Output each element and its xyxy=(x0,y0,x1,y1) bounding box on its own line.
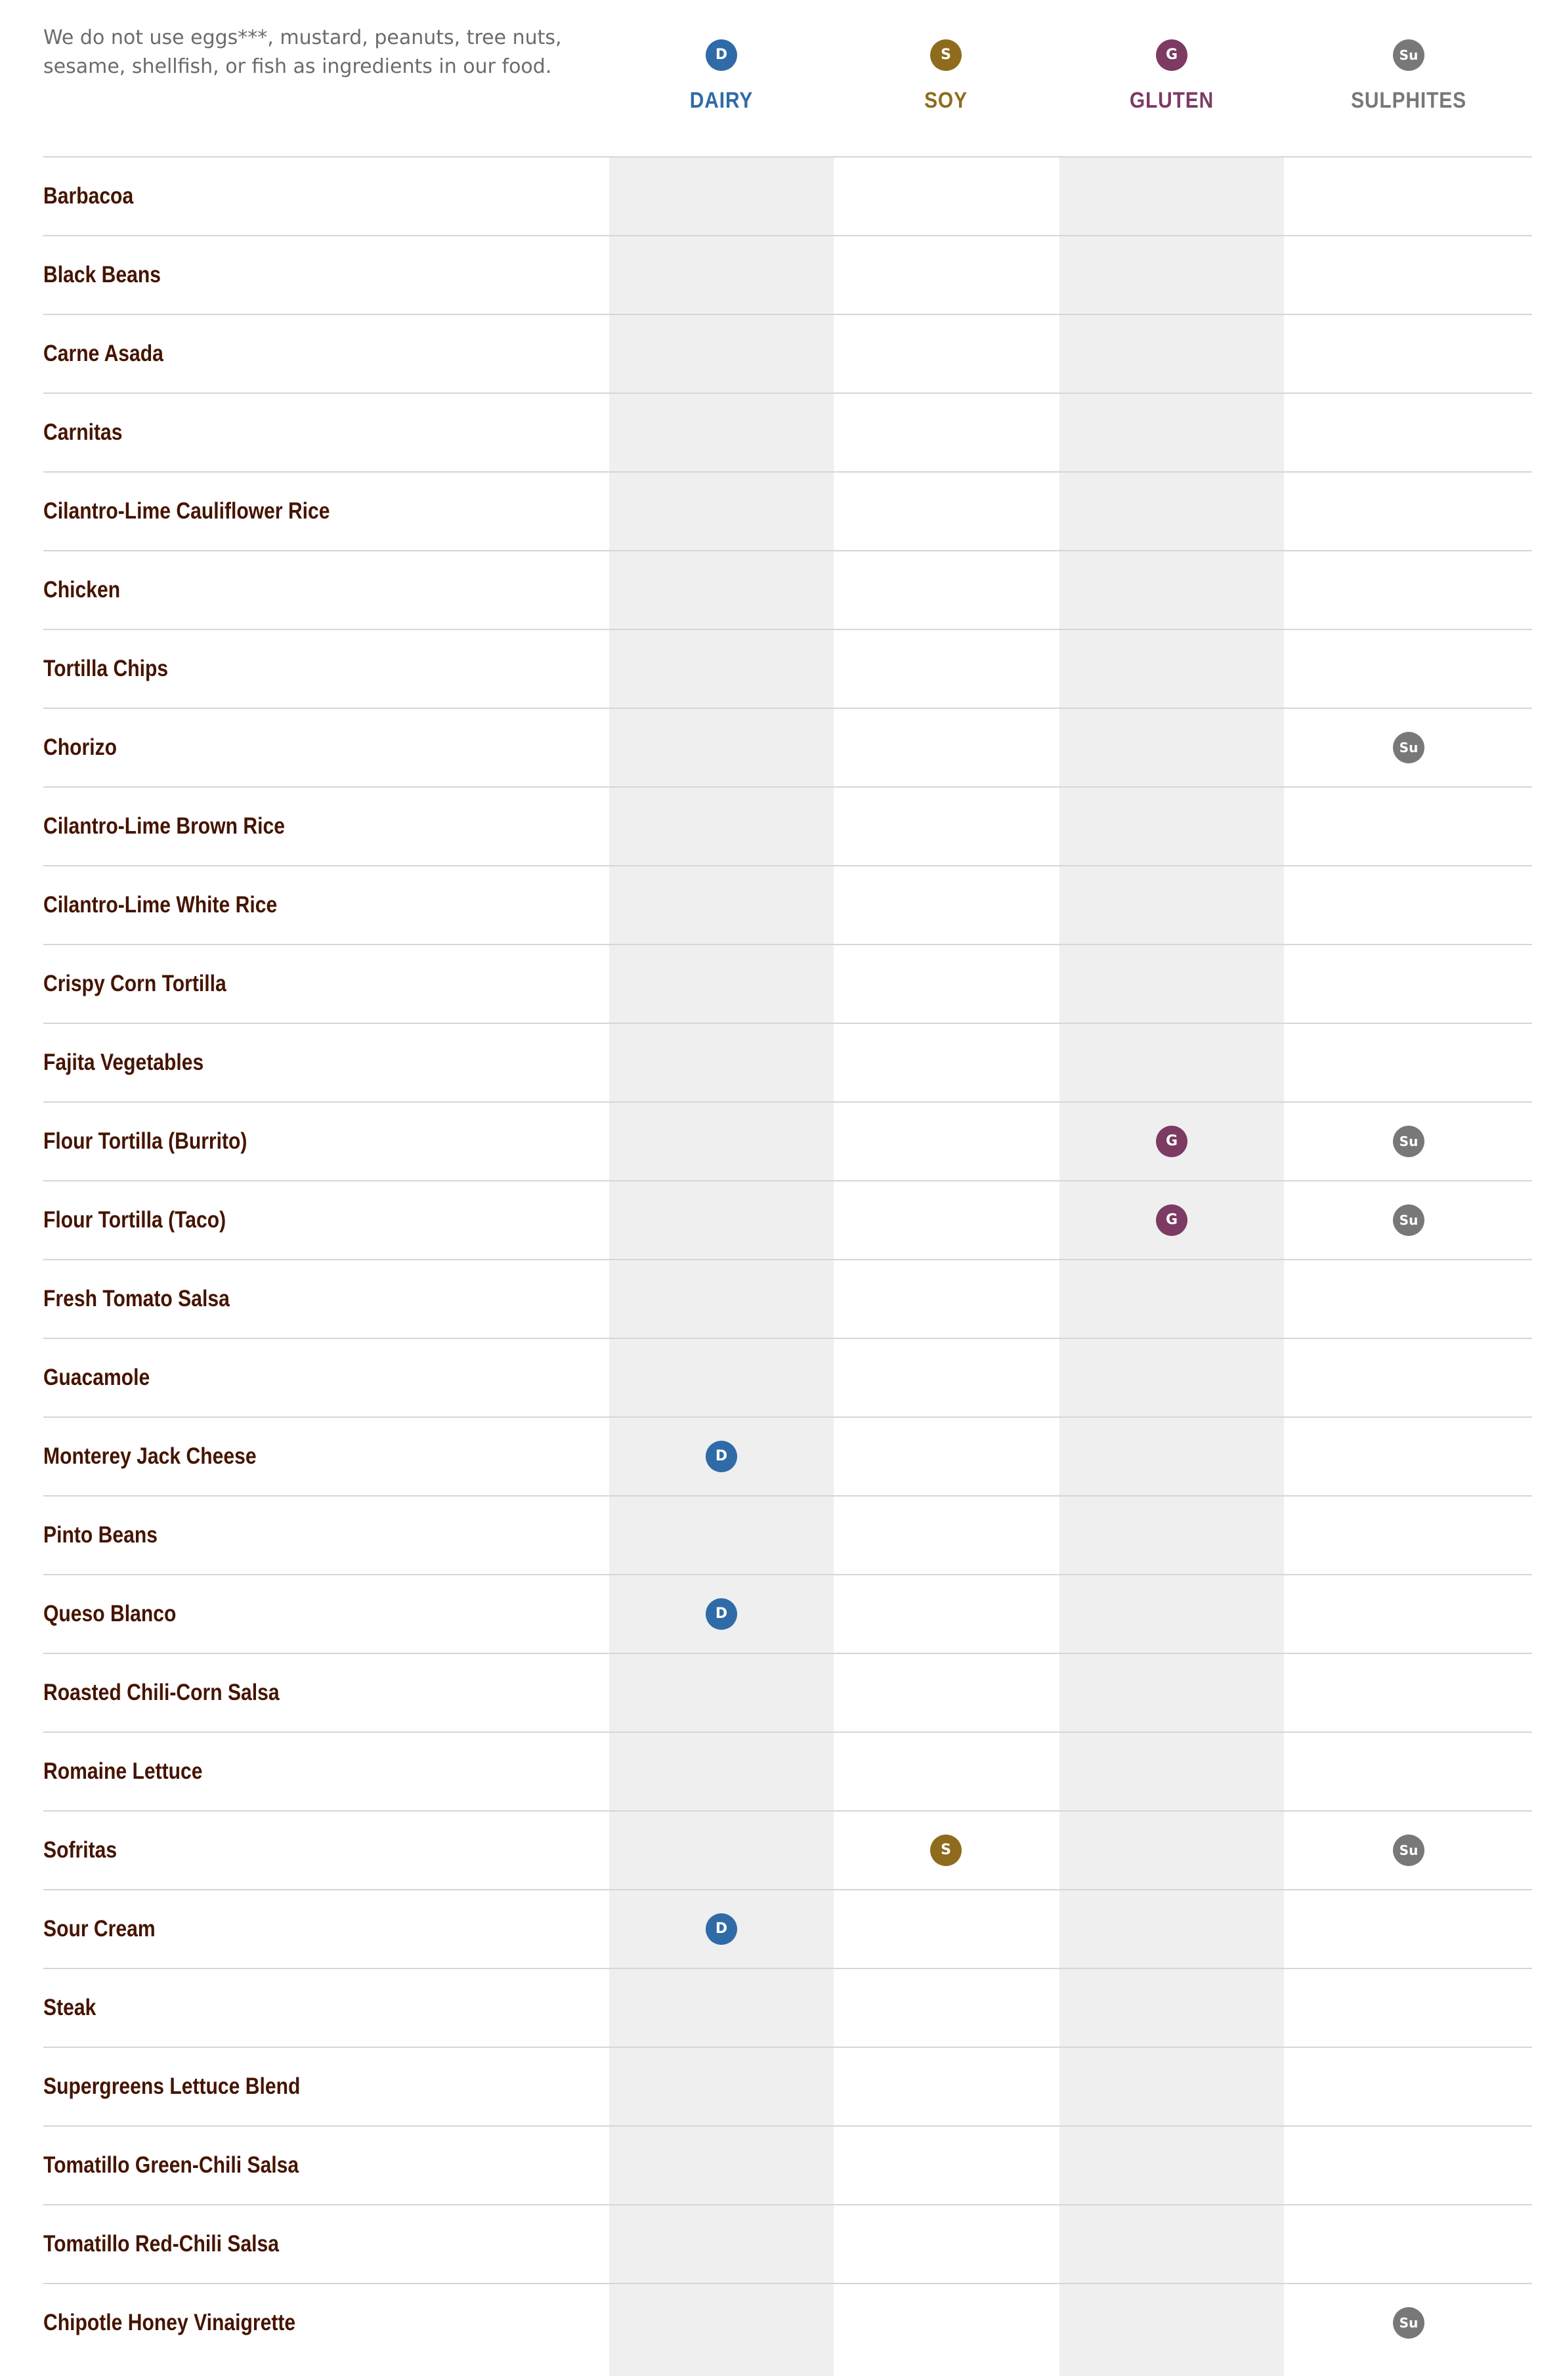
gluten-cell xyxy=(1059,158,1284,235)
ingredient-name: Carnitas xyxy=(43,419,123,445)
sulphites-icon: Su xyxy=(1393,1835,1424,1866)
dairy-cell xyxy=(609,709,834,786)
soy-cell xyxy=(834,788,1058,865)
soy-cell xyxy=(834,1575,1058,1653)
gluten-cell xyxy=(1059,2284,1284,2362)
ingredient-name: Pinto Beans xyxy=(43,1522,158,1548)
ingredient-name: Chicken xyxy=(43,577,121,603)
ingredient-name: Carne Asada xyxy=(43,341,163,366)
table-row xyxy=(43,1574,1532,1653)
sulphites-cell xyxy=(1284,1969,1533,2047)
dairy-icon: D xyxy=(706,1598,737,1630)
soy-cell xyxy=(834,1024,1058,1101)
column-header-soy xyxy=(834,39,1058,114)
sulphites-cell xyxy=(1284,1181,1533,1259)
soy-cell xyxy=(834,1497,1058,1574)
table-row xyxy=(43,1416,1532,1495)
gluten-cell xyxy=(1059,1890,1284,1968)
gluten-cell xyxy=(1059,1969,1284,2047)
dairy-cell xyxy=(609,1024,834,1101)
gluten-cell xyxy=(1059,1418,1284,1495)
ingredient-name: Chipotle Honey Vinaigrette xyxy=(43,2310,296,2335)
sulphites-cell xyxy=(1284,1103,1533,1180)
dairy-icon: D xyxy=(706,1441,737,1472)
dairy-icon: D xyxy=(706,39,737,71)
dairy-cell xyxy=(609,236,834,314)
ingredient-name: Black Beans xyxy=(43,262,161,287)
table-row xyxy=(43,708,1532,786)
table-row xyxy=(43,1259,1532,1338)
sulphites-cell xyxy=(1284,709,1533,786)
column-header-sulphites xyxy=(1284,39,1533,114)
dairy-cell xyxy=(609,1890,834,1968)
soy-cell xyxy=(834,1103,1058,1180)
table-row xyxy=(43,393,1532,471)
allergen-note: We do not use eggs***, mustard, peanuts, tree nuts, sesame, shellfish, or fish as ingredients in our food. xyxy=(43,26,562,78)
sulphites-cell xyxy=(1284,473,1533,550)
sulphites-cell xyxy=(1284,945,1533,1023)
sulphites-cell xyxy=(1284,1339,1533,1416)
ingredient-name: Cilantro-Lime Cauliflower Rice xyxy=(43,498,330,524)
dairy-cell xyxy=(609,788,834,865)
soy-cell xyxy=(834,1733,1058,1810)
gluten-cell xyxy=(1059,1733,1284,1810)
sulphites-cell xyxy=(1284,394,1533,471)
gluten-icon: G xyxy=(1156,39,1187,71)
dairy-cell xyxy=(609,945,834,1023)
table-row xyxy=(43,1810,1532,1889)
gluten-cell xyxy=(1059,551,1284,629)
dairy-cell xyxy=(609,2284,834,2362)
ingredient-name: Steak xyxy=(43,1995,96,2020)
sulphites-cell xyxy=(1284,1890,1533,1968)
ingredient-name: Tomatillo Green-Chili Salsa xyxy=(43,2152,299,2178)
soy-cell xyxy=(834,315,1058,393)
table-row xyxy=(43,865,1532,944)
soy-cell xyxy=(834,2205,1058,2283)
table-row xyxy=(43,1338,1532,1416)
gluten-cell xyxy=(1059,1497,1284,1574)
dairy-cell xyxy=(609,1418,834,1495)
sulphites-icon: Su xyxy=(1393,39,1424,71)
ingredient-name: Flour Tortilla (Burrito) xyxy=(43,1128,247,1154)
ingredient-name: Cilantro-Lime White Rice xyxy=(43,892,278,918)
gluten-cell xyxy=(1059,1575,1284,1653)
table-row xyxy=(43,471,1532,550)
column-label-gluten: GLUTEN xyxy=(1129,88,1214,113)
ingredient-name: Guacamole xyxy=(43,1365,150,1390)
soy-icon: S xyxy=(930,39,962,71)
sulphites-cell xyxy=(1284,2284,1533,2362)
table-row xyxy=(43,156,1532,235)
table-row xyxy=(43,2047,1532,2125)
table-row xyxy=(43,1653,1532,1732)
ingredient-name: Flour Tortilla (Taco) xyxy=(43,1207,226,1233)
ingredient-name: Sofritas xyxy=(43,1837,117,1863)
gluten-cell xyxy=(1059,1812,1284,1889)
soy-cell xyxy=(834,709,1058,786)
dairy-cell xyxy=(609,1654,834,1732)
sulphites-cell xyxy=(1284,2127,1533,2204)
sulphites-cell xyxy=(1284,1575,1533,1653)
table-row xyxy=(43,629,1532,708)
column-label-dairy: DAIRY xyxy=(689,88,754,113)
gluten-cell xyxy=(1059,1654,1284,1732)
ingredient-name: Fresh Tomato Salsa xyxy=(43,1286,230,1311)
gluten-cell xyxy=(1059,788,1284,865)
soy-cell xyxy=(834,945,1058,1023)
ingredient-name: Queso Blanco xyxy=(43,1601,177,1626)
table-row xyxy=(43,1180,1532,1259)
ingredient-name: Crispy Corn Tortilla xyxy=(43,971,226,996)
sulphites-cell xyxy=(1284,630,1533,708)
table-row xyxy=(43,2204,1532,2283)
soy-cell xyxy=(834,630,1058,708)
sulphites-cell xyxy=(1284,1654,1533,1732)
dairy-cell xyxy=(609,315,834,393)
dairy-cell xyxy=(609,473,834,550)
sulphites-cell xyxy=(1284,1733,1533,1810)
column-header-gluten xyxy=(1059,39,1284,114)
dairy-cell xyxy=(609,1181,834,1259)
dairy-cell xyxy=(609,1575,834,1653)
gluten-cell xyxy=(1059,2127,1284,2204)
dairy-cell xyxy=(609,394,834,471)
sulphites-cell xyxy=(1284,1497,1533,1574)
table-row xyxy=(43,235,1532,314)
ingredient-name: Supergreens Lettuce Blend xyxy=(43,2073,301,2099)
dairy-cell xyxy=(609,1260,834,1338)
gluten-cell xyxy=(1059,1260,1284,1338)
column-header-dairy xyxy=(609,39,834,114)
soy-cell xyxy=(834,1654,1058,1732)
table-row xyxy=(43,2125,1532,2204)
sulphites-cell xyxy=(1284,2048,1533,2125)
column-label-sulphites: SULPHITES xyxy=(1351,88,1466,113)
sulphites-cell xyxy=(1284,1024,1533,1101)
ingredient-name: Sour Cream xyxy=(43,1916,156,1942)
dairy-cell xyxy=(609,1733,834,1810)
sulphites-icon: Su xyxy=(1393,1126,1424,1157)
sulphites-cell xyxy=(1284,1260,1533,1338)
soy-cell xyxy=(834,1812,1058,1889)
gluten-cell xyxy=(1059,236,1284,314)
dairy-cell xyxy=(609,1339,834,1416)
soy-cell xyxy=(834,236,1058,314)
soy-cell xyxy=(834,2284,1058,2362)
sulphites-cell xyxy=(1284,236,1533,314)
gluten-cell xyxy=(1059,1181,1284,1259)
table-row xyxy=(43,944,1532,1023)
gluten-icon: G xyxy=(1156,1204,1187,1236)
table-row xyxy=(43,1495,1532,1574)
gluten-icon: G xyxy=(1156,1126,1187,1157)
table-row xyxy=(43,1101,1532,1180)
soy-icon: S xyxy=(930,1835,962,1866)
table-row xyxy=(43,550,1532,629)
dairy-icon: D xyxy=(706,1913,737,1945)
gluten-cell xyxy=(1059,1339,1284,1416)
dairy-cell xyxy=(609,630,834,708)
ingredient-name: Romaine Lettuce xyxy=(43,1758,203,1784)
gluten-cell xyxy=(1059,866,1284,944)
table-row xyxy=(43,314,1532,393)
table-row xyxy=(43,1023,1532,1101)
dairy-cell xyxy=(609,1103,834,1180)
table-row xyxy=(43,1968,1532,2047)
ingredient-name: Cilantro-Lime Brown Rice xyxy=(43,813,285,839)
soy-cell xyxy=(834,158,1058,235)
soy-cell xyxy=(834,473,1058,550)
dairy-cell xyxy=(609,1812,834,1889)
sulphites-cell xyxy=(1284,2205,1533,2283)
dairy-cell xyxy=(609,1969,834,2047)
sulphites-cell xyxy=(1284,315,1533,393)
dairy-cell xyxy=(609,866,834,944)
ingredient-name: Monterey Jack Cheese xyxy=(43,1443,257,1469)
dairy-cell xyxy=(609,2205,834,2283)
soy-cell xyxy=(834,551,1058,629)
gluten-cell xyxy=(1059,2205,1284,2283)
table-row xyxy=(43,2283,1532,2362)
ingredient-name: Tomatillo Red-Chili Salsa xyxy=(43,2231,280,2257)
column-label-soy: SOY xyxy=(924,88,968,113)
soy-cell xyxy=(834,1418,1058,1495)
table-row xyxy=(43,1889,1532,1968)
ingredient-name: Tortilla Chips xyxy=(43,656,169,681)
sulphites-cell xyxy=(1284,1418,1533,1495)
gluten-cell xyxy=(1059,473,1284,550)
dairy-cell xyxy=(609,2127,834,2204)
gluten-cell xyxy=(1059,1103,1284,1180)
gluten-cell xyxy=(1059,709,1284,786)
ingredient-name: Roasted Chili-Corn Salsa xyxy=(43,1680,280,1705)
dairy-cell xyxy=(609,2048,834,2125)
soy-cell xyxy=(834,1260,1058,1338)
sulphites-icon: Su xyxy=(1393,732,1424,763)
soy-cell xyxy=(834,1181,1058,1259)
ingredient-name: Fajita Vegetables xyxy=(43,1050,204,1075)
sulphites-cell xyxy=(1284,866,1533,944)
soy-cell xyxy=(834,1890,1058,1968)
table-row xyxy=(43,786,1532,865)
dairy-cell xyxy=(609,158,834,235)
table-row xyxy=(43,1732,1532,1810)
sulphites-icon: Su xyxy=(1393,2307,1424,2339)
gluten-cell xyxy=(1059,2048,1284,2125)
soy-cell xyxy=(834,866,1058,944)
sulphites-icon: Su xyxy=(1393,1204,1424,1236)
soy-cell xyxy=(834,394,1058,471)
soy-cell xyxy=(834,1969,1058,2047)
gluten-cell xyxy=(1059,945,1284,1023)
gluten-cell xyxy=(1059,394,1284,471)
ingredient-name: Barbacoa xyxy=(43,183,134,209)
gluten-cell xyxy=(1059,630,1284,708)
gluten-cell xyxy=(1059,315,1284,393)
dairy-cell xyxy=(609,551,834,629)
soy-cell xyxy=(834,2048,1058,2125)
soy-cell xyxy=(834,1339,1058,1416)
dairy-cell xyxy=(609,1497,834,1574)
allergen-table xyxy=(43,156,1532,2362)
soy-cell xyxy=(834,2127,1058,2204)
sulphites-cell xyxy=(1284,788,1533,865)
sulphites-cell xyxy=(1284,1812,1533,1889)
gluten-cell xyxy=(1059,1024,1284,1101)
sulphites-cell xyxy=(1284,158,1533,235)
sulphites-cell xyxy=(1284,551,1533,629)
ingredient-name: Chorizo xyxy=(43,734,117,760)
